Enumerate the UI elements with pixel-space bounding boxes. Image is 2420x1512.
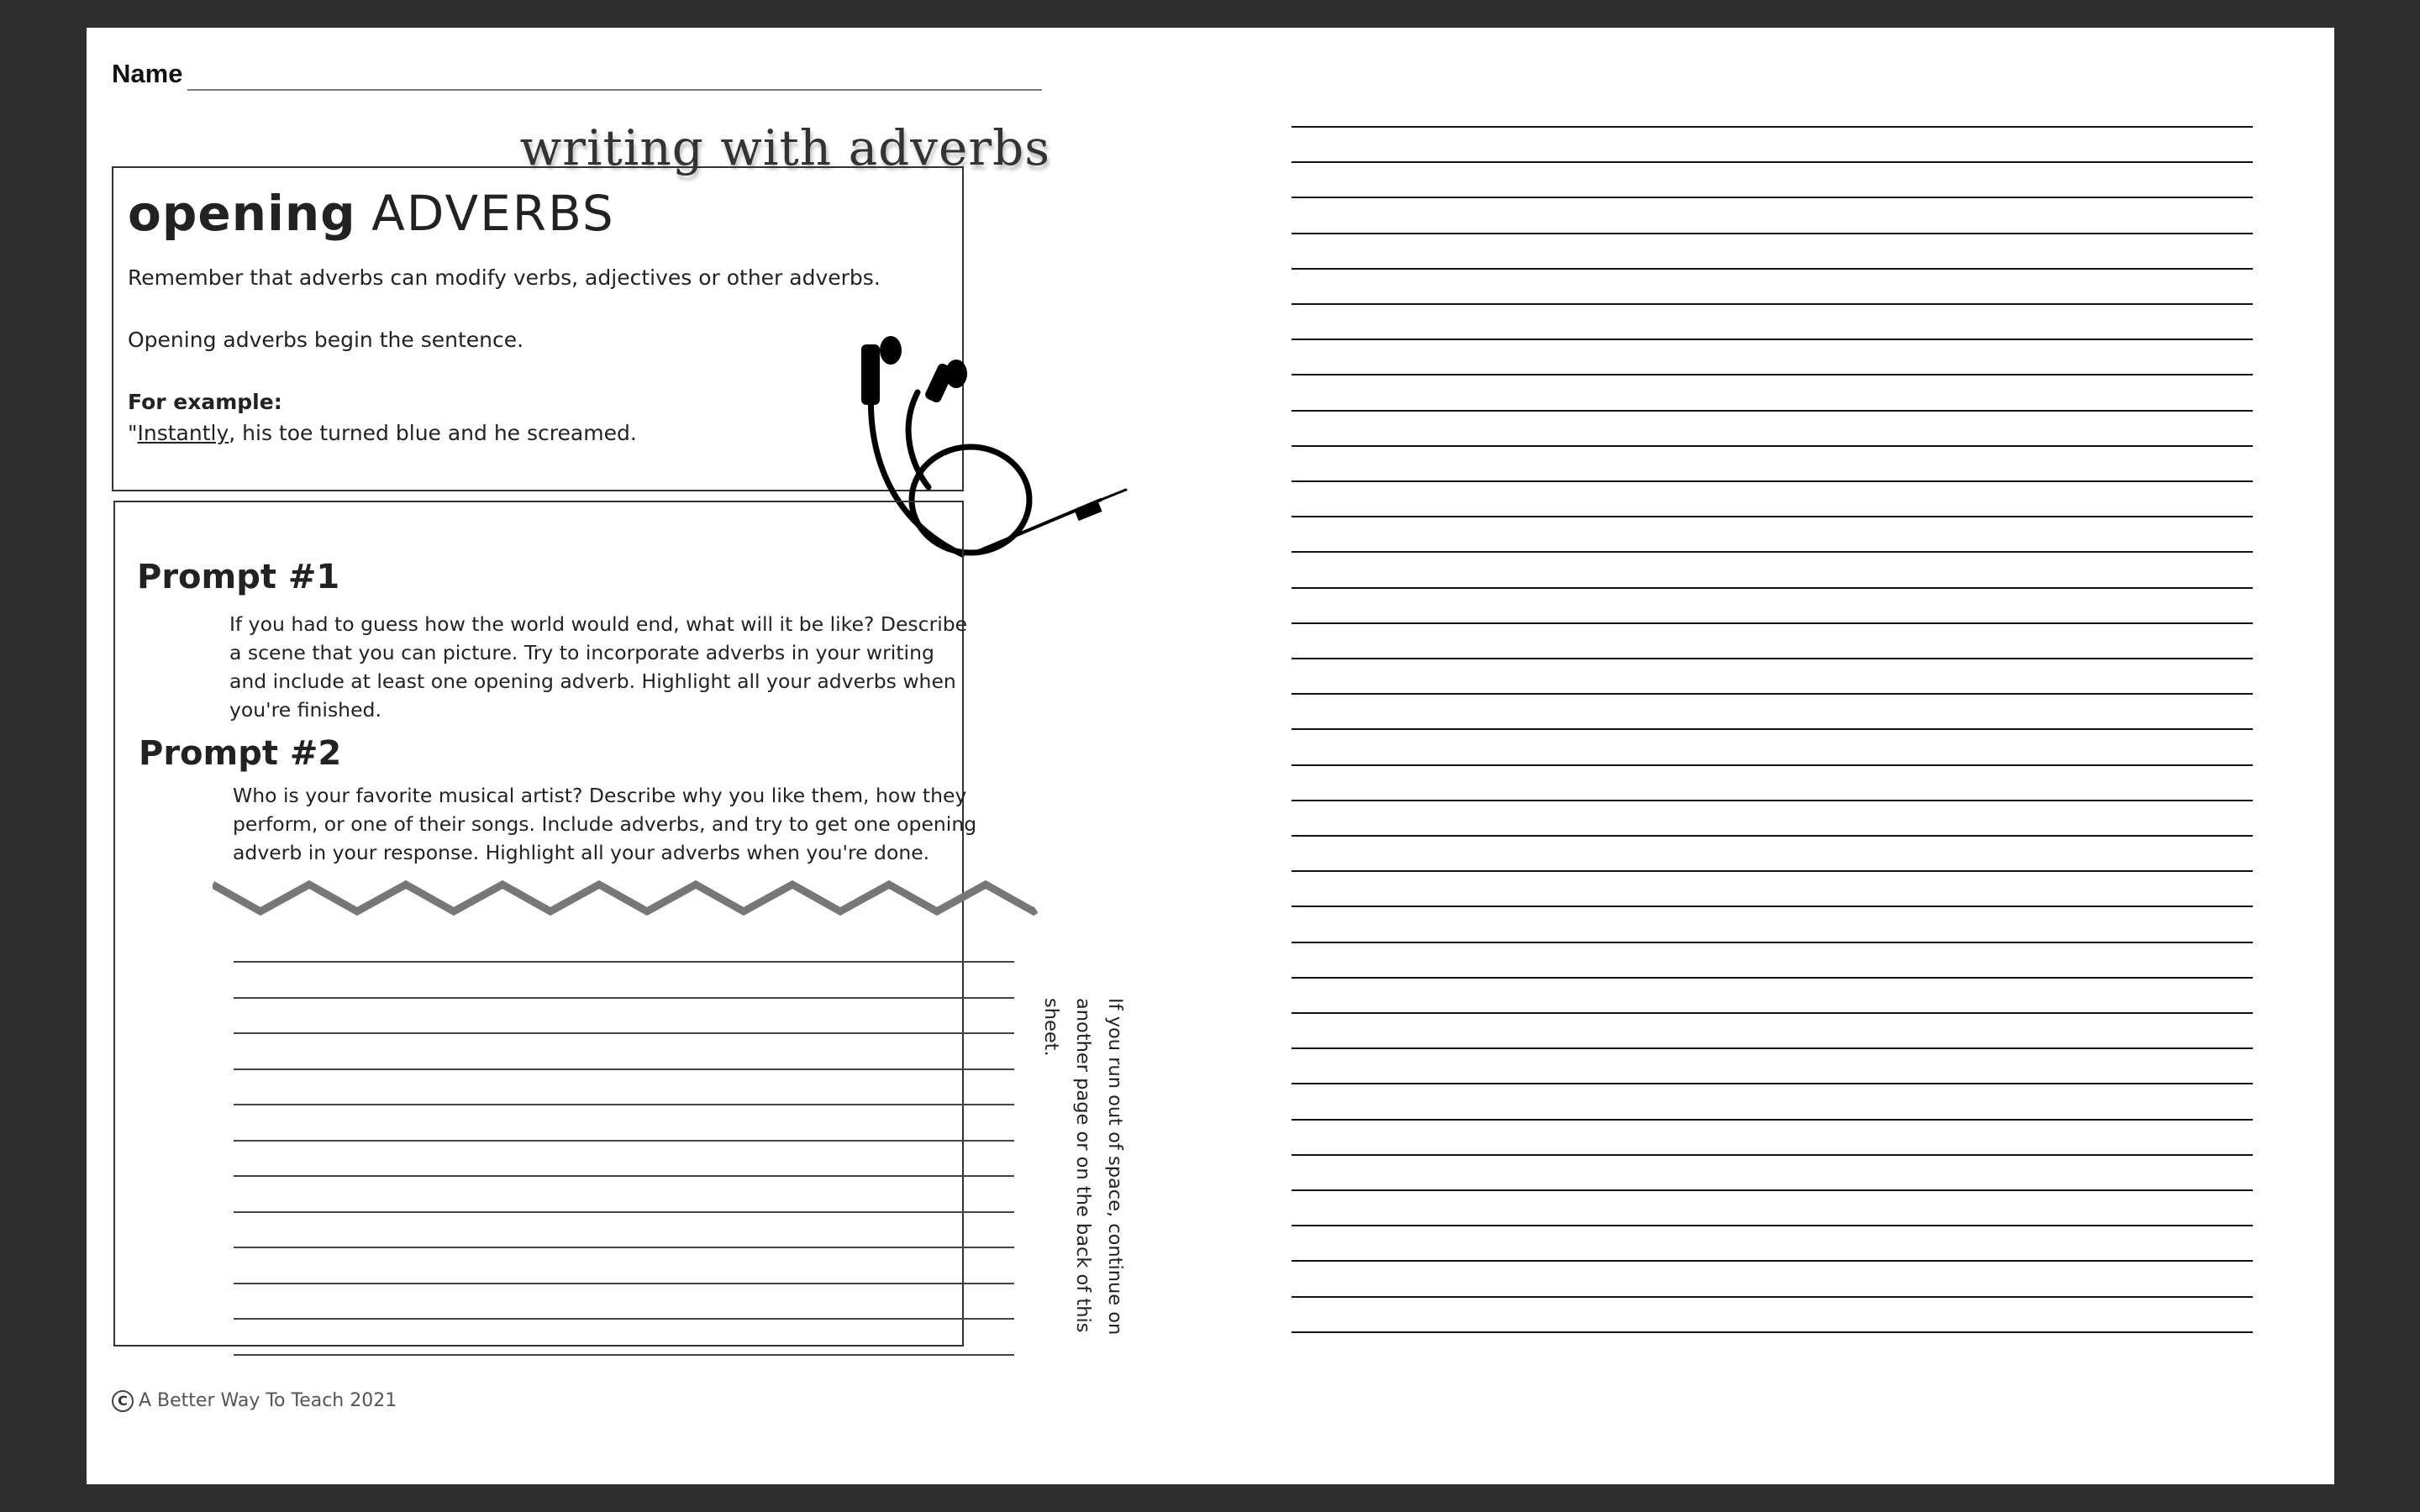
writing-line[interactable] (1292, 480, 2253, 482)
writing-line[interactable] (1292, 1296, 2253, 1298)
writing-line[interactable] (1292, 1047, 2253, 1049)
prompt-2-text: Who is your favorite musical artist? Describe why you like them, how they perform, or one of their songs. Include adverbs, and try to get one opening adverb in your response. Highlight all your adverbs when you're done. (233, 784, 977, 864)
writing-line[interactable] (1292, 551, 2253, 553)
writing-line[interactable] (1292, 800, 2253, 801)
copyright-text: A Better Way To Teach 2021 (139, 1390, 397, 1411)
writing-line[interactable] (1292, 835, 2253, 837)
adverb-definition: Remember that adverbs can modify verbs, adjectives or other adverbs. (128, 265, 881, 290)
writing-line[interactable] (1292, 374, 2253, 375)
writing-line[interactable] (1292, 197, 2253, 198)
heading-lower: opening (128, 185, 356, 242)
writing-line[interactable] (1292, 161, 2253, 163)
writing-line[interactable] (234, 1283, 1014, 1284)
continue-note: If you run out of space, continue on another page or on the back of this sheet. (1040, 998, 1126, 1336)
writing-line[interactable] (1292, 1189, 2253, 1191)
writing-line[interactable] (1292, 906, 2253, 907)
copyright (112, 1390, 397, 1412)
writing-line[interactable] (234, 1032, 1014, 1034)
name-field[interactable] (112, 59, 1051, 101)
writing-line[interactable] (1292, 1154, 2253, 1156)
writing-line[interactable] (1292, 587, 2253, 589)
writing-line[interactable] (1292, 1119, 2253, 1121)
prompt-1-heading: Prompt #1 (137, 558, 340, 596)
writing-line[interactable] (234, 997, 1014, 999)
opening-adverbs-heading (128, 185, 615, 242)
example-sentence (128, 421, 637, 445)
writing-line[interactable] (234, 1211, 1014, 1213)
writing-line[interactable] (234, 1354, 1014, 1356)
writing-line[interactable] (1292, 622, 2253, 624)
zigzag-divider (213, 878, 1128, 920)
writing-line[interactable] (234, 961, 1014, 963)
writing-line[interactable] (1292, 410, 2253, 412)
writing-line[interactable] (1292, 942, 2253, 943)
example-quote: " (128, 421, 138, 445)
writing-line[interactable] (1292, 126, 2253, 128)
prompt-2-heading: Prompt #2 (139, 734, 342, 773)
writing-line[interactable] (1292, 303, 2253, 305)
example-adverb: Instantly (137, 421, 229, 445)
writing-line[interactable] (1292, 693, 2253, 695)
writing-line[interactable] (1292, 728, 2253, 730)
writing-line[interactable] (234, 1104, 1014, 1105)
example-label: For example: (128, 390, 282, 414)
copyright-icon: C (112, 1390, 134, 1412)
writing-line[interactable] (1292, 658, 2253, 659)
writing-line[interactable] (1292, 445, 2253, 447)
prompt-1-text: If you had to guess how the world would end, what will it be like? Describe a scene that you can picture. Try to incorporate adverbs in your writing and include at least one opening adverb. Highlight all your adverbs when you're finished. (229, 612, 968, 722)
writing-line[interactable] (234, 1318, 1014, 1320)
writing-line[interactable] (1292, 1260, 2253, 1262)
writing-line[interactable] (1292, 764, 2253, 766)
writing-line[interactable] (1292, 870, 2253, 872)
example-rest: , his toe turned blue and he screamed. (229, 421, 637, 445)
writing-line[interactable] (1292, 977, 2253, 979)
writing-line[interactable] (1292, 233, 2253, 234)
name-label: Name (112, 59, 183, 88)
writing-line[interactable] (1292, 516, 2253, 517)
writing-line[interactable] (1292, 1083, 2253, 1084)
writing-line[interactable] (234, 1140, 1014, 1142)
heading-upper: ADVERBS (371, 185, 615, 242)
writing-line[interactable] (1292, 1012, 2253, 1014)
opening-adverbs-box (112, 166, 964, 491)
writing-line[interactable] (1292, 1331, 2253, 1333)
writing-line[interactable] (1292, 339, 2253, 340)
opening-adverb-definition: Opening adverbs begin the sentence. (128, 328, 524, 352)
writing-line[interactable] (234, 1068, 1014, 1070)
page-title: writing with adverbs (519, 119, 1050, 176)
name-underline (187, 89, 1042, 91)
writing-line[interactable] (234, 1175, 1014, 1177)
writing-line[interactable] (1292, 1225, 2253, 1226)
writing-line[interactable] (1292, 268, 2253, 270)
writing-line[interactable] (234, 1247, 1014, 1248)
